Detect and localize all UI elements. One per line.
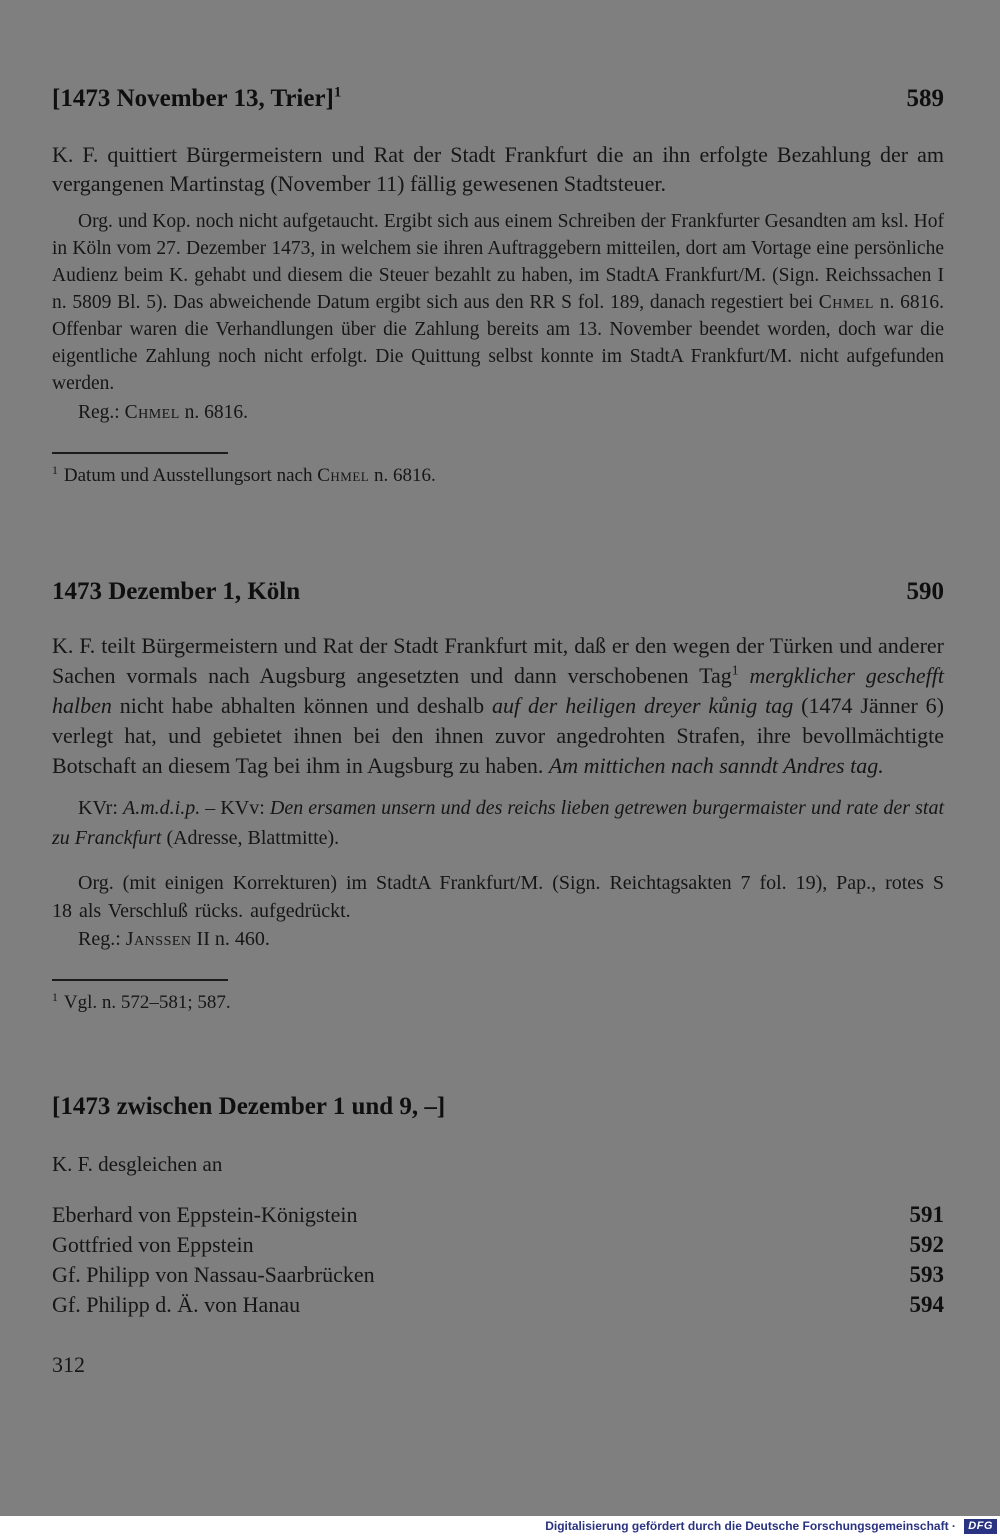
footnote-divider (52, 979, 228, 981)
entry-589-title-footnote-mark: 1 (333, 84, 342, 101)
entry-590-kanzleivermerk: KVr: A.m.d.i.p. – KVv: Den ersamen unsern und des reichs lieben getrewen burgermaister und rate der stat zu Franckfurt (Adresse, Blattmitte). (52, 797, 944, 849)
regest-entry-589 (52, 84, 944, 489)
entry-number: 592 (909, 1232, 944, 1257)
entry-number: 593 (909, 1262, 944, 1287)
digitization-credit-text: Digitalisierung gefördert durch die Deutsche Forschungsgemeinschaft · (545, 1519, 960, 1533)
entry-590-summary: K. F. teilt Bürgermeistern und Rat der Stadt Frankfurt mit, daß er den wegen der Türken und anderer Sachen vormals nach Augsburg angesetzten und dann verschobenen Tag$^1$ mergklicher geschefft halben nicht habe abhalten können und deshalb auf der heiligen dreyer kůnig tag (1474 Jänner 6) verlegt hat, und gebietet ihnen bei den ihnen zuvor angedrohten Strafen, ihre bevollmächtigte Botschaft an diesem Tag bei ihm in Augsburg zu haben. Am mittichen nach sanndt Andres tag. (52, 633, 945, 778)
recipient-name: Gottfried von Eppstein (52, 1232, 254, 1257)
footnote-mark: 1 (52, 463, 58, 477)
footnote-divider (52, 452, 228, 454)
entry-number: 591 (909, 1202, 944, 1227)
entry-589-title-text: [1473 November 13, Trier] (52, 85, 334, 112)
entry-589-reg-line: Reg.: Chmel n. 6816. (78, 402, 249, 423)
digitization-credit-strip (0, 1516, 1000, 1537)
entry-589-title (52, 84, 341, 114)
entry-590-org-note: Org. (mit einigen Korrekturen) im StadtA Frankfurt/M. (Sign. Reichtagsakten 7 fol. 19), Pap., rotes S 18 als Verschluß rücks. aufgedrückt. (52, 872, 944, 922)
entry-group-intro: K. F. desgleichen an (52, 1152, 223, 1176)
entry-group-header (52, 1092, 944, 1122)
footnote-text: Vgl. n. 572–581; 587. (63, 992, 231, 1013)
entry-590-header (52, 577, 944, 607)
entry-590-reg-line: Reg.: Janssen II n. 460. (78, 928, 270, 950)
recipient-name: Gf. Philipp von Nassau-Saarbrücken (52, 1262, 375, 1287)
page-number: 312 (52, 1352, 85, 1377)
entry-589-footnote (52, 463, 944, 489)
entry-number: 594 (909, 1292, 944, 1317)
list-item (52, 1230, 944, 1260)
entry-589-summary: K. F. quittiert Bürgermeistern und Rat der Stadt Frankfurt die an ihn erfolgte Bezahlung der am vergangenen Martinstag (November 11) fällig gewesenen Stadtsteuer. (52, 142, 944, 196)
entry-589-number: 589 (906, 85, 944, 112)
footnote-text: Datum und Ausstellungsort nach Chmel n. 6816. (63, 465, 436, 486)
recipient-name: Eberhard von Eppstein-Königstein (52, 1202, 358, 1227)
dfg-logo: DFG (964, 1519, 997, 1534)
entry-590-footnote (52, 990, 944, 1016)
list-item (52, 1200, 944, 1230)
entry-group-title: [1473 zwischen Dezember 1 und 9, –] (52, 1093, 446, 1120)
list-item (52, 1290, 944, 1320)
entry-group-list (52, 1200, 944, 1320)
regest-entry-group (52, 1092, 944, 1320)
footnote-mark: 1 (52, 990, 58, 1004)
regest-entry-590 (52, 577, 944, 1016)
list-item (52, 1260, 944, 1290)
entry-590-title: 1473 Dezember 1, Köln (52, 578, 301, 605)
entry-589-commentary: Org. und Kop. noch nicht aufgetaucht. Ergibt sich aus einem Schreiben der Frankfurter Gesandten am ksl. Hof in Köln vom 27. Dezember 1473, in welchem sie ihren Auftraggebern mitteilen, dort am Vortage eine persönliche Audienz beim K. gehabt und diesem die Steuer bezahlt zu haben, im StadtA Frankfurt/M. (Sign. Reichssachen I n. 5809 Bl. 5). Das abweichende Datum ergibt sich aus den RR S fol. 189, danach regestiert bei Chmel n. 6816. Offenbar waren die Verhandlungen über die Zahlung bereits am 13. November beendet worden, doch war die eigentliche Zahlung noch nicht erfolgt. Die Quittung selbst konnte im StadtA Frankfurt/M. nicht aufgefunden werden. (52, 211, 944, 394)
recipient-name: Gf. Philipp d. Ä. von Hanau (52, 1292, 301, 1317)
entry-590-number: 590 (906, 578, 944, 605)
entry-589-header (52, 84, 944, 114)
